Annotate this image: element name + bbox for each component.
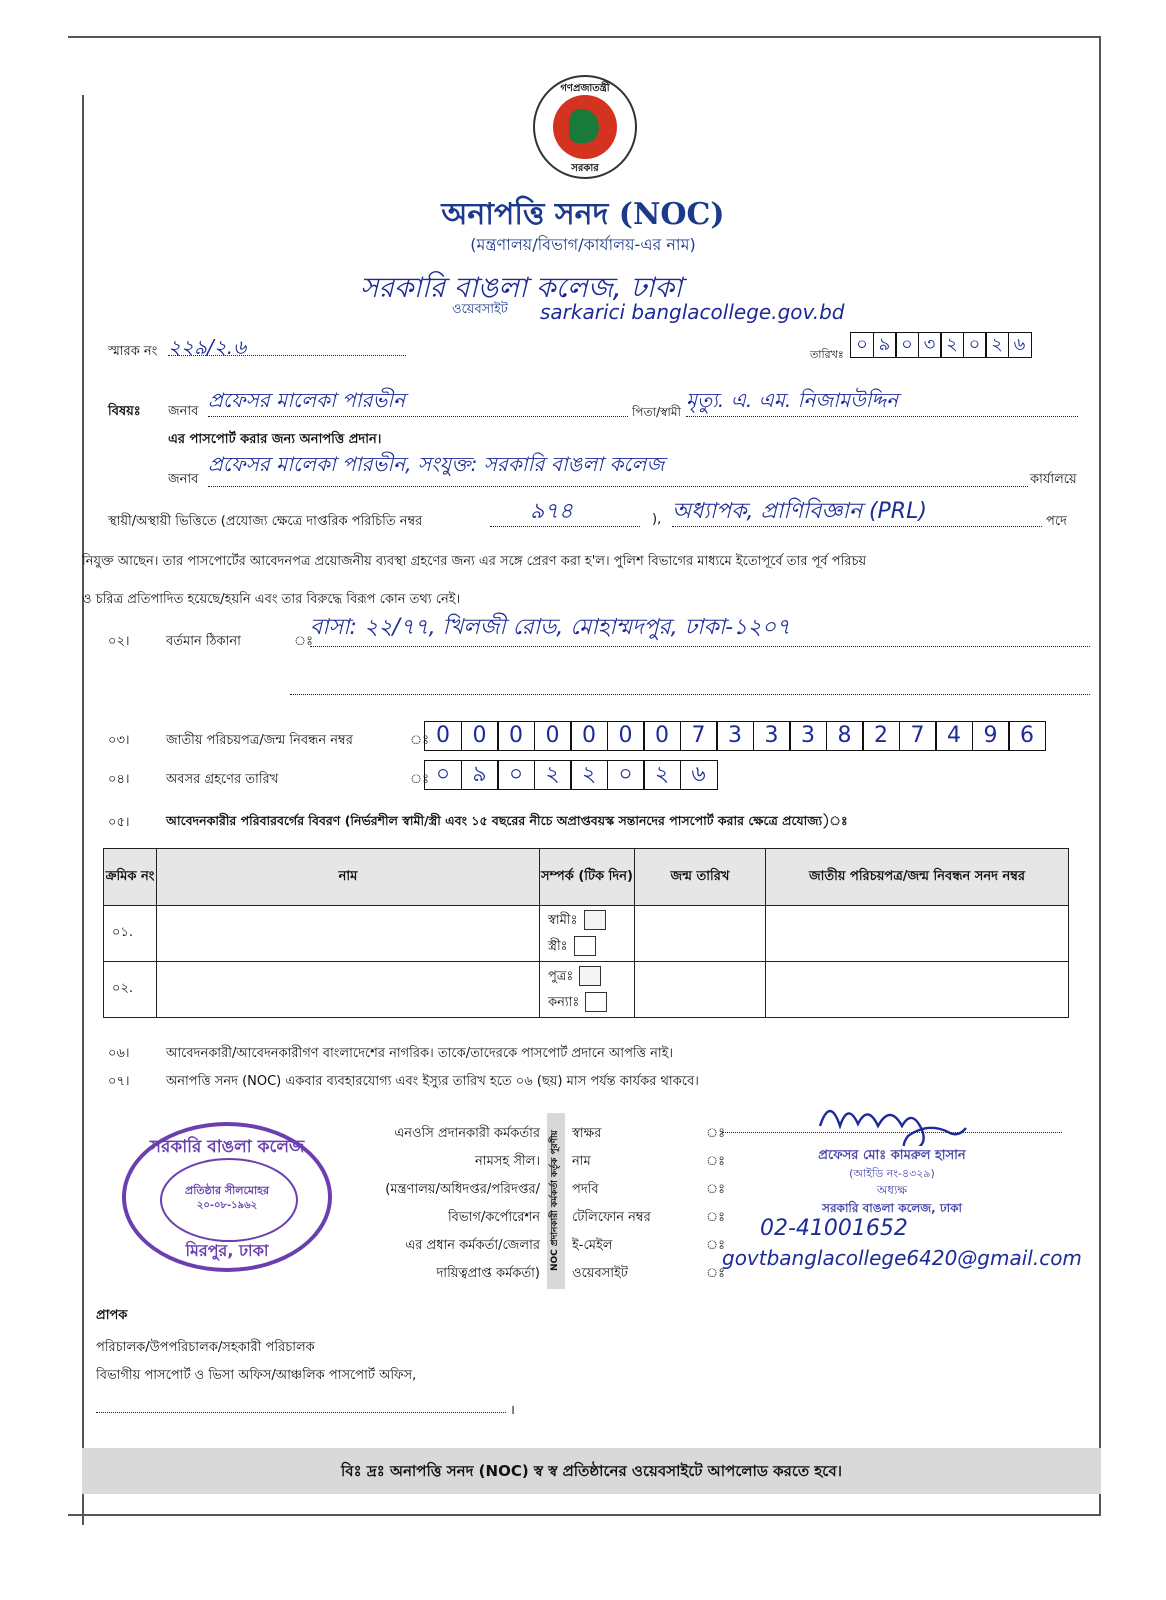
row-nid-cell	[766, 906, 1069, 962]
col-name: নাম	[157, 849, 540, 906]
stamp-date: ২০-০৮-১৯৬২	[196, 1200, 258, 1211]
signoff-line: এনওসি প্রদানকারী কর্মকর্তার	[394, 1126, 540, 1141]
row-serial: ০১.	[104, 906, 157, 962]
digit-box: ০	[607, 760, 645, 790]
digit-box: ০	[497, 760, 535, 790]
colon: ঃ	[706, 1238, 726, 1253]
date-digit: ৯	[873, 332, 897, 358]
website-label: ওয়েবসাইট	[452, 302, 508, 317]
college-stamp	[122, 1122, 332, 1272]
vertical-note: NOC প্রদানকারী কর্মকর্তা কর্তৃক পূরণীয়	[550, 1130, 560, 1272]
item-06-no: ০৬।	[108, 1046, 130, 1061]
government-seal	[533, 75, 637, 179]
body-paragraph: নিযুক্ত আছেন। তার পাসপোর্টের আবেদনপত্র প্রয়োজনীয় ব্যবস্থা গ্রহণের জন্য এর সঙ্গে প্রেরণ করা হ'ল। পুলিশ বিভাগের মাধ্যমে ইতোপূর্বে তার পূর্ব পরিচয়	[82, 554, 867, 569]
item-06-label: আবেদনকারী/আবেদনকারীগণ বাংলাদেশের নাগরিক। তাকে/তাদেরকে পাসপোর্ট প্রদানে আপত্তি নাই।	[166, 1046, 674, 1061]
father-name-field	[686, 386, 1078, 417]
family-table	[103, 848, 1069, 1018]
officer-designation: অধ্যক্ষ	[876, 1183, 908, 1197]
address-value: বাসা: ২২/৭৭, খিলজী রোড, মোহাম্মদপুর, ঢাকা-১২০৭	[310, 615, 791, 640]
recipient-line2: বিভাগীয় পাসপোর্ট ও ভিসা অফিস/আঞ্চলিক পাসপোর্ট অফিস,	[96, 1368, 417, 1383]
signoff-line: দায়িত্বপ্রাপ্ত কর্মকর্তা)	[436, 1266, 540, 1281]
stamp-inner-text: প্রতিষ্ঠার সীলমোহর	[184, 1184, 269, 1197]
item-05-no: ০৫।	[108, 815, 130, 830]
address-field	[310, 610, 1090, 647]
page-border-left	[82, 95, 84, 1525]
digit-box: ৬	[680, 760, 718, 790]
item-04-colon: ঃ	[410, 772, 430, 787]
field-label: স্বাক্ষর	[572, 1126, 602, 1141]
digit-box: 3	[716, 721, 754, 751]
table-row	[104, 906, 1069, 962]
father-label: পিতা/স্বামী	[632, 405, 681, 419]
field-label: পদবি	[572, 1182, 599, 1197]
document-title: অনাপত্তি সনদ (NOC)	[441, 197, 725, 232]
colon: ঃ	[706, 1210, 726, 1225]
seal-map-icon	[569, 109, 599, 143]
item-03-colon: ঃ	[410, 733, 430, 748]
digit-box: 0	[570, 721, 608, 751]
item-02-no: ০২।	[108, 634, 130, 649]
digit-box: 3	[789, 721, 827, 751]
item-02-label: বর্তমান ঠিকানা	[166, 634, 241, 649]
signoff-left-block	[340, 1120, 540, 1288]
digit-box: ০	[424, 760, 462, 790]
relation-checkbox[interactable]	[579, 966, 601, 986]
signoff-line: বিভাগ/কর্পোরেশন	[447, 1210, 540, 1225]
digit-box: ৯	[461, 760, 499, 790]
website-value: sarkarici banglacollege.gov.bd	[540, 300, 845, 324]
date-digit: ২	[940, 332, 964, 358]
footer-note: বিঃ দ্রঃ অনাপত্তি সনদ (NOC) স্ব স্ব প্রতিষ্ঠানের ওয়েবসাইটে আপলোড করতে হবে।	[82, 1448, 1101, 1494]
memo-value: ২২৯/২.৬	[168, 335, 247, 359]
field-label: টেলিফোন নম্বর	[572, 1210, 651, 1225]
row-birthdate-cell	[635, 906, 766, 962]
item-02-colon: ঃ	[294, 634, 314, 649]
id-number-field	[490, 494, 640, 527]
relation-label: পুত্রঃ	[548, 968, 574, 984]
relation-checkbox[interactable]	[585, 992, 607, 1012]
col-serial: ক্রমিক নং	[104, 849, 157, 906]
date-digit: ০	[850, 332, 874, 358]
date-label: তারিখঃ	[810, 348, 844, 361]
recipient-address-line	[96, 1400, 506, 1413]
signoff-fields	[572, 1120, 651, 1288]
stamp-outer-text: সরকারি বাঙলা কলেজ	[149, 1137, 305, 1157]
seal-bottom-text: সরকার	[571, 163, 599, 174]
item-04-label: অবসর গ্রহণের তারিখ	[166, 772, 279, 787]
signoff-line: (মন্ত্রণালয়/অধিদপ্তর/পরিদপ্তর/	[385, 1182, 540, 1197]
digit-box: 0	[424, 721, 462, 751]
item-07-no: ০৭।	[108, 1074, 130, 1089]
subject-mr-label: জনাব	[168, 404, 199, 419]
digit-box: 0	[607, 721, 645, 751]
officer-name: প্রফেসর মোঃ কামরুল হাসান	[818, 1148, 966, 1163]
post-field	[672, 494, 1042, 527]
relation-label: কন্যাঃ	[548, 994, 580, 1010]
signoff-line: নামসহ সীল।	[475, 1154, 540, 1169]
row-birthdate-cell	[635, 962, 766, 1018]
memo-label: স্মারক নং	[108, 344, 158, 359]
item-03-no: ০৩।	[108, 733, 130, 748]
row-nid-cell	[766, 962, 1069, 1018]
signature	[770, 1086, 1040, 1146]
table-header-row	[104, 849, 1069, 906]
office-name: সরকারি বাঙলা কলেজ, ঢাকা	[360, 271, 683, 304]
recipient-line1: পরিচালক/উপপরিচালক/সহকারী পরিচালক	[96, 1340, 315, 1355]
field-label: ই-মেইল	[572, 1238, 613, 1253]
date-digit: ৩	[918, 332, 942, 358]
body-paragraph-2: ও চরিত্র প্রতিপাদিত হয়েছে/হয়নি এবং তার বিরুদ্ধে বিরূপ কোন তথ্য নেই।	[82, 592, 461, 607]
field-label: ওয়েবসাইট	[572, 1266, 628, 1281]
officer-email: govtbanglacollege6420@gmail.com	[722, 1246, 1082, 1270]
row-name-cell	[157, 906, 540, 962]
digit-box: 2	[862, 721, 900, 751]
digit-box: 7	[680, 721, 718, 751]
signature-line	[722, 1130, 1062, 1133]
body-line2-mid: ),	[652, 512, 662, 527]
col-birthdate: জন্ম তারিখ	[635, 849, 766, 906]
item-05-label: আবেদনকারীর পরিবারবর্গের বিবরণ (নির্ভরশীল স্বামী/স্ত্রী এবং ১৫ বছরের নীচে অপ্রাপ্তবয়স্ক সন্তানদের পাসপোর্ট করার ক্ষেত্রে প্রযোজ্য)ঃ	[166, 813, 848, 828]
retirement-date-boxes	[424, 760, 716, 790]
subject-line2: এর পাসপোর্ট করার জন্য অনাপত্তি প্রদান।	[168, 432, 382, 447]
post-suffix: পদে	[1046, 514, 1067, 529]
digit-box: 4	[935, 721, 973, 751]
row-relation-cell	[540, 962, 635, 1018]
address-line-2	[290, 680, 1090, 695]
signoff-line: এর প্রধান কর্মকর্তা/জেলার	[405, 1238, 540, 1253]
digit-box: ২	[534, 760, 572, 790]
officer-phone: 02-41001652	[760, 1216, 908, 1241]
id-number: ৯৭৪	[530, 499, 573, 524]
digit-box: 9	[972, 721, 1010, 751]
body-line2-prefix: স্থায়ী/অস্থায়ী ভিত্তিতে (প্রযোজ্য ক্ষেত্রে দাপ্তরিক পরিচিতি নম্বর	[108, 514, 423, 529]
post-value: অধ্যাপক, প্রাণিবিজ্ঞান (PRL)	[672, 499, 927, 524]
date-digit: ০	[963, 332, 987, 358]
digit-box: 0	[461, 721, 499, 751]
recipient-end: ।	[510, 1403, 515, 1418]
officer-organization: সরকারি বাঙলা কলেজ, ঢাকা	[822, 1201, 962, 1215]
colon: ঃ	[706, 1266, 726, 1281]
seal-top-text: গণপ্রজাতন্ত্রী	[560, 83, 610, 94]
digit-box: 0	[497, 721, 535, 751]
digit-box: 0	[534, 721, 572, 751]
nid-boxes	[424, 721, 1045, 751]
date-digit: ২	[985, 332, 1009, 358]
relation-checkbox[interactable]	[584, 910, 606, 930]
row-name-cell	[157, 962, 540, 1018]
digit-box: 0	[643, 721, 681, 751]
digit-box: 3	[753, 721, 791, 751]
designation-text: প্রফেসর মালেকা পারভীন, সংযুক্ত: সরকারি বাঙলা কলেজ	[208, 452, 665, 476]
office-suffix: কার্যালয়ে	[1030, 472, 1077, 487]
subject-name: প্রফেসর মালেকা পারভীন	[208, 388, 406, 412]
digit-box: 8	[826, 721, 864, 751]
relation-label: স্বামীঃ	[548, 912, 578, 928]
field-label: নাম	[572, 1154, 591, 1169]
relation-checkbox[interactable]	[574, 936, 596, 956]
date-digit: ০	[895, 332, 919, 358]
digit-box: ২	[643, 760, 681, 790]
date-boxes	[850, 332, 1030, 358]
item-04-no: ০৪।	[108, 772, 130, 787]
col-relation: সম্পর্ক (টিক দিন)	[540, 849, 635, 906]
colon: ঃ	[706, 1182, 726, 1197]
officer-id: (আইডি নং-৪৩২৯)	[849, 1167, 935, 1180]
date-digit: ৬	[1008, 332, 1032, 358]
colon: ঃ	[706, 1126, 726, 1141]
memo-field	[168, 333, 406, 359]
subject-label: বিষয়ঃ	[108, 404, 141, 419]
relation-label: স্ত্রীঃ	[548, 938, 568, 954]
digit-box: 7	[899, 721, 937, 751]
colon: ঃ	[706, 1154, 726, 1169]
item-03-label: জাতীয় পরিচয়পত্র/জন্ম নিবন্ধন নম্বর	[166, 733, 353, 748]
digit-box: 6	[1008, 721, 1046, 751]
subject-name-field	[208, 386, 628, 417]
row-relation-cell	[540, 906, 635, 962]
designation-field	[208, 450, 1028, 487]
father-name: মৃত্যু. এ. এম. নিজামউদ্দিন	[686, 388, 899, 412]
stamp-bottom-text: মিরপুর, ঢাকা	[185, 1241, 269, 1260]
item-07-label: অনাপত্তি সনদ (NOC) একবার ব্যবহারযোগ্য এবং ইস্যুর তারিখ হতে ০৬ (ছয়) মাস পর্যন্ত কার্যকর থাকবে।	[166, 1074, 699, 1089]
col-nid: জাতীয় পরিচয়পত্র/জন্ম নিবন্ধন সনদ নম্বর	[766, 849, 1069, 906]
row-serial: ০২.	[104, 962, 157, 1018]
body-mr-label: জনাব	[168, 472, 199, 487]
digit-box: ২	[570, 760, 608, 790]
document-subtitle: (মন্ত্রণালয়/বিভাগ/কার্যালয়-এর নাম)	[470, 235, 696, 254]
recipient-heading: প্রাপক	[96, 1308, 128, 1323]
table-row	[104, 962, 1069, 1018]
